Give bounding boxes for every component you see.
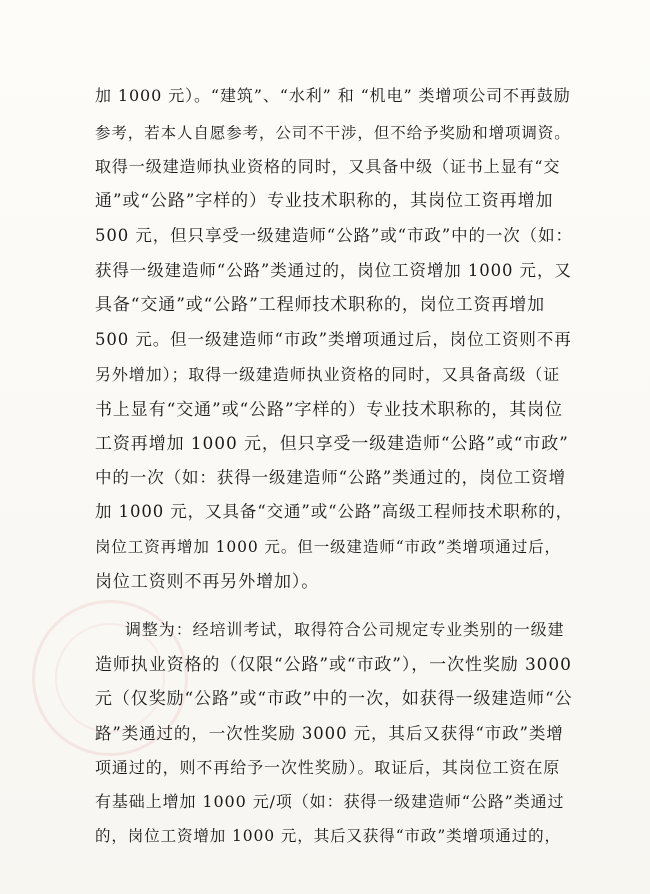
paragraph-2-line-4: 路”类通过的，一次性奖励 3000 元，其后又获得“市政”类增 [95,724,564,743]
paragraph-1-line-14: 岗位工资再增加 1000 元。但一级建造师“市政”类增项通过后， [95,538,561,556]
paragraph-1-line-1: 加 1000 元）。“建筑”、“水利” 和 “机电” 类增项公司不再鼓励 [95,86,571,105]
paragraph-1-line-10: 书上显有“交通”或“公路”字样的）专业技术职称的，其岗位 [95,400,563,420]
paragraph-1-line-2: 参考，若本人自愿参考，公司不干涉，但不给予奖励和增项调资。 [95,124,571,142]
paragraph-1-line-3: 取得一级建造师执业资格的同时，又具备中级（证书上显有“交 [95,157,561,176]
paragraph-2-line-6: 有基础上增加 1000 元/项（如：获得一级建造师“公路”类通过 [95,792,565,811]
paragraph-2-line-3: 元（仅奖励“公路”或“市政”中的一次，如获得一级建造师“公 [95,689,573,709]
paragraph-2-line-1: 调整为：经培训考试，取得符合公司规定专业类别的一级建 [125,620,565,639]
paragraph-1-line-12: 中的一次（如：获得一级建造师“公路”类通过的，岗位工资增 [95,468,567,487]
paragraph-1-line-6: 获得一级建造师“公路”类通过的，岗位工资增加 1000 元，又 [95,261,572,280]
paragraph-1-line-5: 500 元，但只享受一级建造师“公路”或“市政”中的一次（如： [95,226,573,245]
paragraph-2-line-2: 造师执业资格的（仅限“公路”或“市政”），一次性奖励 3000 [95,655,572,675]
paragraph-1-line-11: 工资再增加 1000 元，但只享受一级建造师“公路”或“市政” [95,434,569,454]
paragraph-1-line-7: 具备“交通”或“公路”工程师技术职称的，岗位工资再增加 [95,295,546,315]
paragraph-1-line-13: 加 1000 元，又具备“交通”或“公路”高级工程师技术职称的， [95,502,574,521]
paragraph-1-line-4: 通”或“公路”字样的）专业技术职称的，其岗位工资再增加 [95,191,554,211]
paragraph-1-line-8: 500 元。但一级建造师“市政”类增项通过后，岗位工资则不再 [95,330,572,349]
paragraph-1-line-9: 另外增加）；取得一级建造师执业资格的同时，又具备高级（证 [95,365,561,384]
paragraph-1-line-15: 岗位工资则不再另外增加）。 [95,572,320,592]
paragraph-2-line-5: 项通过的，则不再给予一次性奖励）。取证后，其岗位工资在原 [95,758,561,777]
paragraph-2-line-7: 的，岗位工资增加 1000 元，其后又获得“市政”类增项通过的， [95,827,561,845]
